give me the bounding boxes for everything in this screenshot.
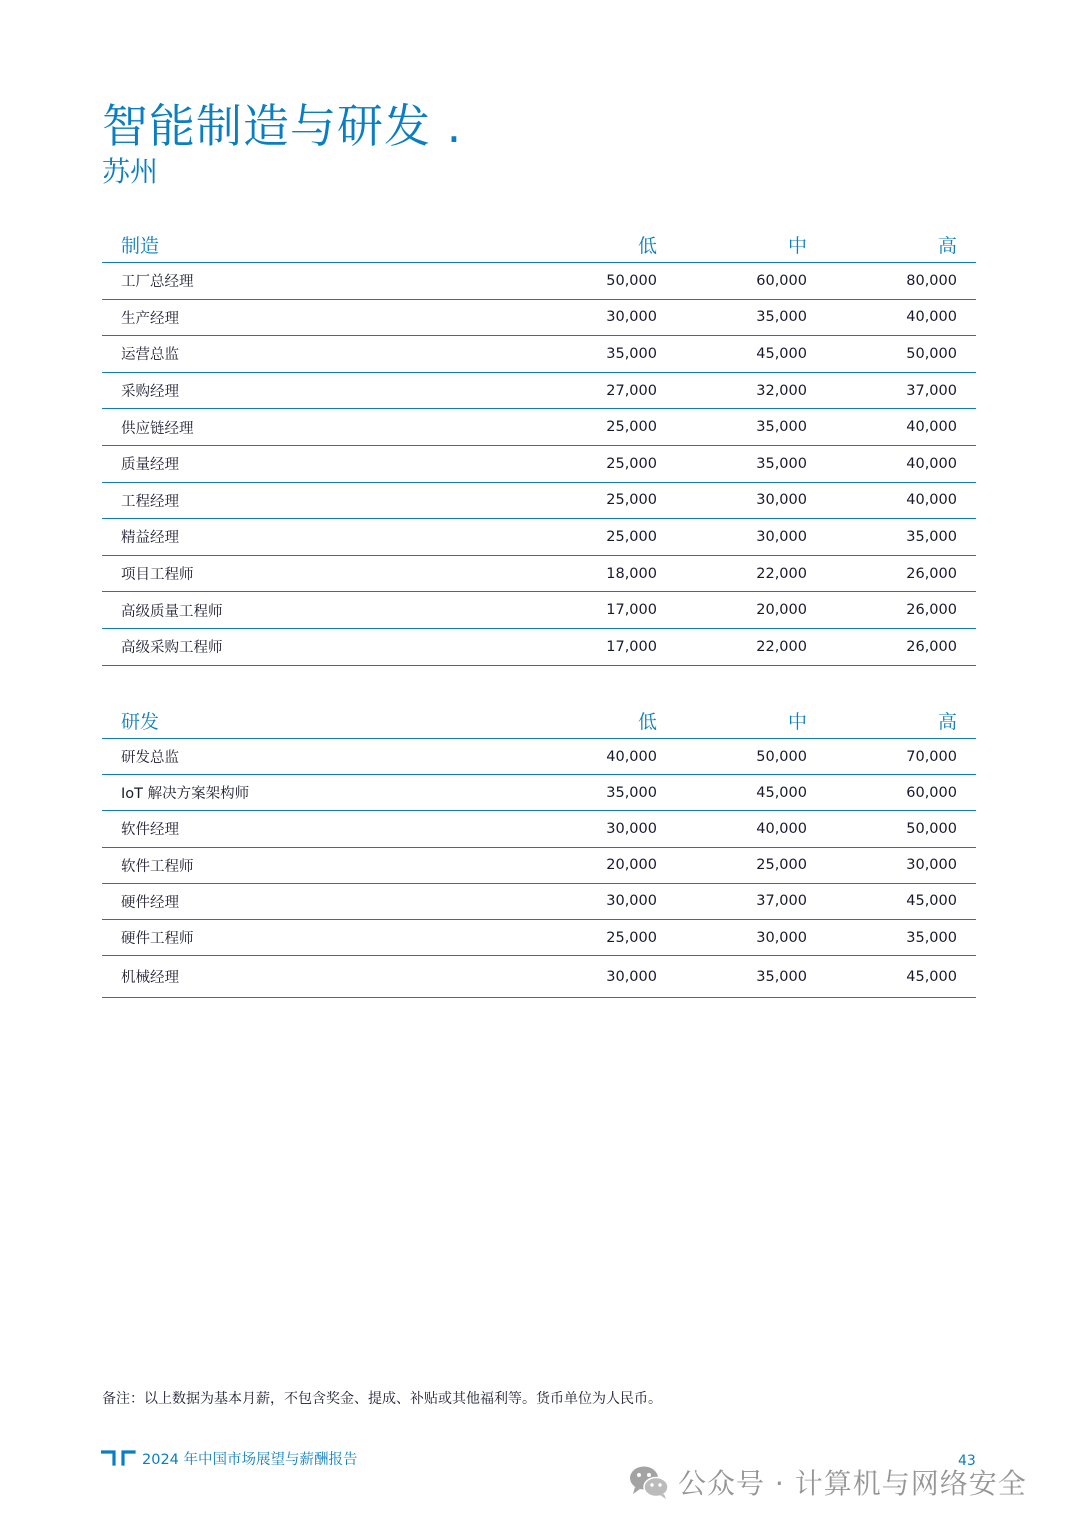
low-salary-cell: 25,000: [522, 445, 676, 482]
mid-salary-cell: 20,000: [676, 592, 826, 629]
low-salary-cell: 30,000: [522, 956, 676, 998]
mid-salary-cell: 35,000: [676, 299, 826, 336]
low-salary-cell: 25,000: [522, 482, 676, 519]
job-title-cell: 运营总监: [102, 336, 522, 373]
low-salary-cell: 30,000: [522, 299, 676, 336]
low-salary-cell: 25,000: [522, 409, 676, 446]
page-title: 智能制造与研发 .: [102, 99, 463, 153]
low-salary-cell: 18,000: [522, 555, 676, 592]
mid-salary-cell: 37,000: [676, 883, 826, 919]
page-subtitle: 苏州: [102, 155, 159, 188]
mid-salary-cell: 35,000: [676, 956, 826, 998]
job-title-cell: 供应链经理: [102, 409, 522, 446]
manufacturing-salary-table: [102, 226, 976, 666]
job-title-cell: 软件经理: [102, 811, 522, 847]
mid-salary-cell: 32,000: [676, 372, 826, 409]
job-title-cell: 研发总监: [102, 739, 522, 775]
table-row: [102, 919, 976, 955]
high-salary-cell: 50,000: [826, 811, 976, 847]
high-salary-cell: 26,000: [826, 628, 976, 665]
high-salary-cell: 30,000: [826, 847, 976, 883]
table-row: [102, 739, 976, 775]
table-row: [102, 555, 976, 592]
column-low-header: 低: [522, 702, 676, 739]
job-title-cell: 工程经理: [102, 482, 522, 519]
low-salary-cell: 35,000: [522, 775, 676, 811]
column-category-header: 制造: [102, 226, 522, 263]
table-row: [102, 811, 976, 847]
rd-salary-table: [102, 702, 976, 998]
table-row: [102, 519, 976, 556]
table-row: [102, 956, 976, 998]
high-salary-cell: 35,000: [826, 519, 976, 556]
mid-salary-cell: 25,000: [676, 847, 826, 883]
mid-salary-cell: 40,000: [676, 811, 826, 847]
high-salary-cell: 70,000: [826, 739, 976, 775]
footnote: 备注：以上数据为基本月薪，不包含奖金、提成、补贴或其他福利等。货币单位为人民币。: [102, 1391, 662, 1407]
table-row: [102, 336, 976, 373]
table-row: [102, 482, 976, 519]
low-salary-cell: 25,000: [522, 519, 676, 556]
low-salary-cell: 27,000: [522, 372, 676, 409]
high-salary-cell: 40,000: [826, 482, 976, 519]
low-salary-cell: 35,000: [522, 336, 676, 373]
table-header-row: [102, 702, 976, 739]
high-salary-cell: 50,000: [826, 336, 976, 373]
high-salary-cell: 40,000: [826, 409, 976, 446]
job-title-cell: IoT 解决方案架构师: [102, 775, 522, 811]
high-salary-cell: 26,000: [826, 555, 976, 592]
mid-salary-cell: 30,000: [676, 482, 826, 519]
mid-salary-cell: 35,000: [676, 409, 826, 446]
job-title-cell: 软件工程师: [102, 847, 522, 883]
low-salary-cell: 50,000: [522, 263, 676, 300]
job-title-cell: 采购经理: [102, 372, 522, 409]
job-title-cell: 质量经理: [102, 445, 522, 482]
high-salary-cell: 40,000: [826, 299, 976, 336]
high-salary-cell: 60,000: [826, 775, 976, 811]
mid-salary-cell: 30,000: [676, 519, 826, 556]
column-category-header: 研发: [102, 702, 522, 739]
page-number: 43: [958, 1453, 976, 1469]
low-salary-cell: 30,000: [522, 811, 676, 847]
table-row: [102, 409, 976, 446]
low-salary-cell: 17,000: [522, 592, 676, 629]
mid-salary-cell: 50,000: [676, 739, 826, 775]
job-title-cell: 生产经理: [102, 299, 522, 336]
table-row: [102, 775, 976, 811]
table-row: [102, 372, 976, 409]
high-salary-cell: 80,000: [826, 263, 976, 300]
table-header-row: [102, 226, 976, 263]
mid-salary-cell: 45,000: [676, 336, 826, 373]
table-row: [102, 299, 976, 336]
table-row: [102, 847, 976, 883]
low-salary-cell: 17,000: [522, 628, 676, 665]
high-salary-cell: 26,000: [826, 592, 976, 629]
column-low-header: 低: [522, 226, 676, 263]
column-mid-header: 中: [676, 702, 826, 739]
job-title-cell: 工厂总经理: [102, 263, 522, 300]
high-salary-cell: 40,000: [826, 445, 976, 482]
watermark-text: 公众号 · 计算机与网络安全: [678, 1467, 1027, 1500]
company-logo: [101, 1450, 137, 1470]
job-title-cell: 精益经理: [102, 519, 522, 556]
mid-salary-cell: 35,000: [676, 445, 826, 482]
mid-salary-cell: 60,000: [676, 263, 826, 300]
job-title-cell: 项目工程师: [102, 555, 522, 592]
high-salary-cell: 45,000: [826, 883, 976, 919]
job-title-cell: 高级采购工程师: [102, 628, 522, 665]
low-salary-cell: 40,000: [522, 739, 676, 775]
mid-salary-cell: 45,000: [676, 775, 826, 811]
low-salary-cell: 25,000: [522, 919, 676, 955]
low-salary-cell: 20,000: [522, 847, 676, 883]
mid-salary-cell: 30,000: [676, 919, 826, 955]
low-salary-cell: 30,000: [522, 883, 676, 919]
high-salary-cell: 37,000: [826, 372, 976, 409]
table-row: [102, 883, 976, 919]
column-high-header: 高: [826, 702, 976, 739]
job-title-cell: 硬件经理: [102, 883, 522, 919]
table-row: [102, 592, 976, 629]
high-salary-cell: 35,000: [826, 919, 976, 955]
column-mid-header: 中: [676, 226, 826, 263]
high-salary-cell: 45,000: [826, 956, 976, 998]
job-title-cell: 高级质量工程师: [102, 592, 522, 629]
job-title-cell: 机械经理: [102, 956, 522, 998]
mid-salary-cell: 22,000: [676, 555, 826, 592]
watermark: [628, 1462, 1027, 1502]
wechat-icon: [628, 1464, 670, 1500]
table-row: [102, 263, 976, 300]
table-row: [102, 445, 976, 482]
mid-salary-cell: 22,000: [676, 628, 826, 665]
job-title-cell: 硬件工程师: [102, 919, 522, 955]
table-row: [102, 628, 976, 665]
column-high-header: 高: [826, 226, 976, 263]
report-title: 2024 年中国市场展望与薪酬报告: [142, 1452, 358, 1468]
